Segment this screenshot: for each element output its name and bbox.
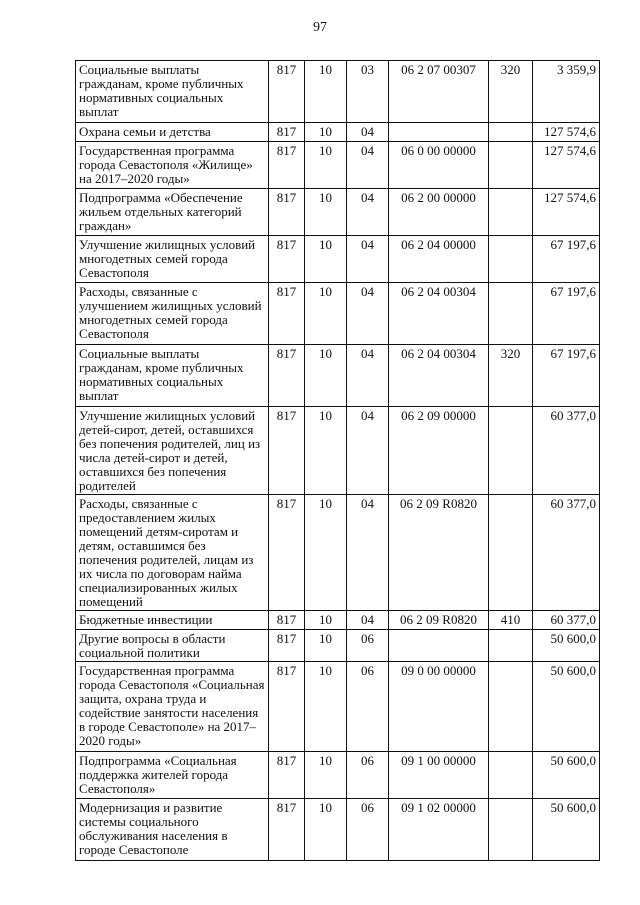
row-expense-type: [489, 236, 533, 283]
row-amount: 60 377,0: [533, 407, 600, 495]
row-expense-type: [489, 123, 533, 142]
row-amount: 67 197,6: [533, 283, 600, 345]
row-amount: 50 600,0: [533, 799, 600, 861]
row-name: Социальные выплаты гражданам, кроме публичных нормативных социальных выплат: [76, 345, 269, 407]
table-row: [76, 345, 600, 407]
row-name: Другие вопросы в области социальной политики: [76, 630, 269, 662]
row-target-code: 06 2 09 R0820: [389, 611, 489, 630]
row-expense-type: [489, 189, 533, 236]
table-row: [76, 189, 600, 236]
row-target-code: 06 2 09 R0820: [389, 495, 489, 611]
row-name: Государственная программа города Севастополя «Социальная защита, охрана труда и содействие занятости населения в городе Севастополе» на 2017–2020 годы»: [76, 662, 269, 752]
table-row: [76, 611, 600, 630]
row-section-code: 10: [305, 630, 347, 662]
row-expense-type: [489, 283, 533, 345]
budget-table: [75, 60, 600, 861]
row-subsection-code: 04: [347, 611, 389, 630]
row-ministry-code: 817: [269, 345, 305, 407]
row-ministry-code: 817: [269, 236, 305, 283]
row-subsection-code: 04: [347, 189, 389, 236]
row-expense-type: 320: [489, 61, 533, 123]
row-name: Улучшение жилищных условий многодетных семей города Севастополя: [76, 236, 269, 283]
row-amount: 67 197,6: [533, 345, 600, 407]
table-row: [76, 61, 600, 123]
row-name: Социальные выплаты гражданам, кроме публичных нормативных социальных выплат: [76, 61, 269, 123]
row-target-code: 06 2 04 00304: [389, 283, 489, 345]
row-amount: 50 600,0: [533, 752, 600, 799]
row-target-code: 09 0 00 00000: [389, 662, 489, 752]
table-row: [76, 799, 600, 861]
row-section-code: 10: [305, 662, 347, 752]
row-expense-type: [489, 752, 533, 799]
row-expense-type: 410: [489, 611, 533, 630]
page-number: 97: [313, 20, 327, 35]
row-subsection-code: 06: [347, 662, 389, 752]
row-section-code: 10: [305, 123, 347, 142]
row-ministry-code: 817: [269, 662, 305, 752]
row-target-code: 06 2 09 00000: [389, 407, 489, 495]
row-name: Подпрограмма «Социальная поддержка жителей города Севастополя»: [76, 752, 269, 799]
row-ministry-code: 817: [269, 407, 305, 495]
row-amount: 3 359,9: [533, 61, 600, 123]
row-section-code: 10: [305, 611, 347, 630]
row-target-code: 09 1 00 00000: [389, 752, 489, 799]
row-amount: 60 377,0: [533, 495, 600, 611]
row-subsection-code: 06: [347, 630, 389, 662]
row-subsection-code: 04: [347, 236, 389, 283]
row-expense-type: [489, 630, 533, 662]
row-target-code: 06 0 00 00000: [389, 142, 489, 189]
row-name: Государственная программа города Севастополя «Жилище» на 2017–2020 годы»: [76, 142, 269, 189]
row-subsection-code: 03: [347, 61, 389, 123]
row-section-code: 10: [305, 752, 347, 799]
row-section-code: 10: [305, 495, 347, 611]
row-subsection-code: 04: [347, 142, 389, 189]
row-ministry-code: 817: [269, 189, 305, 236]
row-section-code: 10: [305, 799, 347, 861]
row-amount: 50 600,0: [533, 662, 600, 752]
row-expense-type: [489, 142, 533, 189]
row-subsection-code: 06: [347, 799, 389, 861]
row-amount: 127 574,6: [533, 189, 600, 236]
row-ministry-code: 817: [269, 799, 305, 861]
row-target-code: 06 2 00 00000: [389, 189, 489, 236]
row-name: Улучшение жилищных условий детей-сирот, детей, оставшихся без попечения родителей, лиц из числа детей-сирот и детей, оставшихся без попечения родителей: [76, 407, 269, 495]
table-row: [76, 236, 600, 283]
row-expense-type: 320: [489, 345, 533, 407]
table-row: [76, 495, 600, 611]
row-name: Модернизация и развитие системы социального обслуживания населения в городе Севастополе: [76, 799, 269, 861]
row-subsection-code: 06: [347, 752, 389, 799]
row-target-code: 06 2 04 00000: [389, 236, 489, 283]
row-expense-type: [489, 662, 533, 752]
row-section-code: 10: [305, 189, 347, 236]
row-ministry-code: 817: [269, 752, 305, 799]
row-target-code: 06 2 07 00307: [389, 61, 489, 123]
row-ministry-code: 817: [269, 283, 305, 345]
row-section-code: 10: [305, 283, 347, 345]
row-section-code: 10: [305, 236, 347, 283]
row-amount: 50 600,0: [533, 630, 600, 662]
row-ministry-code: 817: [269, 61, 305, 123]
row-amount: 127 574,6: [533, 142, 600, 189]
row-subsection-code: 04: [347, 345, 389, 407]
row-name: Подпрограмма «Обеспечение жильем отдельных категорий граждан»: [76, 189, 269, 236]
row-target-code: [389, 630, 489, 662]
row-expense-type: [489, 407, 533, 495]
row-section-code: 10: [305, 407, 347, 495]
row-subsection-code: 04: [347, 123, 389, 142]
row-amount: 60 377,0: [533, 611, 600, 630]
row-section-code: 10: [305, 142, 347, 189]
row-ministry-code: 817: [269, 142, 305, 189]
row-name: Расходы, связанные с предоставлением жилых помещений детям-сиротам и детям, оставшимся без попечения родителей, лицам из их числа по договорам найма специализированных жилых помещений: [76, 495, 269, 611]
row-section-code: 10: [305, 345, 347, 407]
row-amount: 127 574,6: [533, 123, 600, 142]
table-row: [76, 662, 600, 752]
row-target-code: [389, 123, 489, 142]
row-target-code: 06 2 04 00304: [389, 345, 489, 407]
table-row: [76, 142, 600, 189]
row-ministry-code: 817: [269, 495, 305, 611]
row-name: Охрана семьи и детства: [76, 123, 269, 142]
row-subsection-code: 04: [347, 407, 389, 495]
row-section-code: 10: [305, 61, 347, 123]
row-ministry-code: 817: [269, 630, 305, 662]
row-name: Расходы, связанные с улучшением жилищных условий многодетных семей города Севастополя: [76, 283, 269, 345]
row-expense-type: [489, 799, 533, 861]
row-ministry-code: 817: [269, 123, 305, 142]
row-expense-type: [489, 495, 533, 611]
row-subsection-code: 04: [347, 283, 389, 345]
row-ministry-code: 817: [269, 611, 305, 630]
table-row: [76, 123, 600, 142]
row-name: Бюджетные инвестиции: [76, 611, 269, 630]
row-target-code: 09 1 02 00000: [389, 799, 489, 861]
table-row: [76, 752, 600, 799]
row-amount: 67 197,6: [533, 236, 600, 283]
table-row: [76, 283, 600, 345]
table-row: [76, 407, 600, 495]
budget-table-body: [76, 61, 600, 861]
table-row: [76, 630, 600, 662]
row-subsection-code: 04: [347, 495, 389, 611]
